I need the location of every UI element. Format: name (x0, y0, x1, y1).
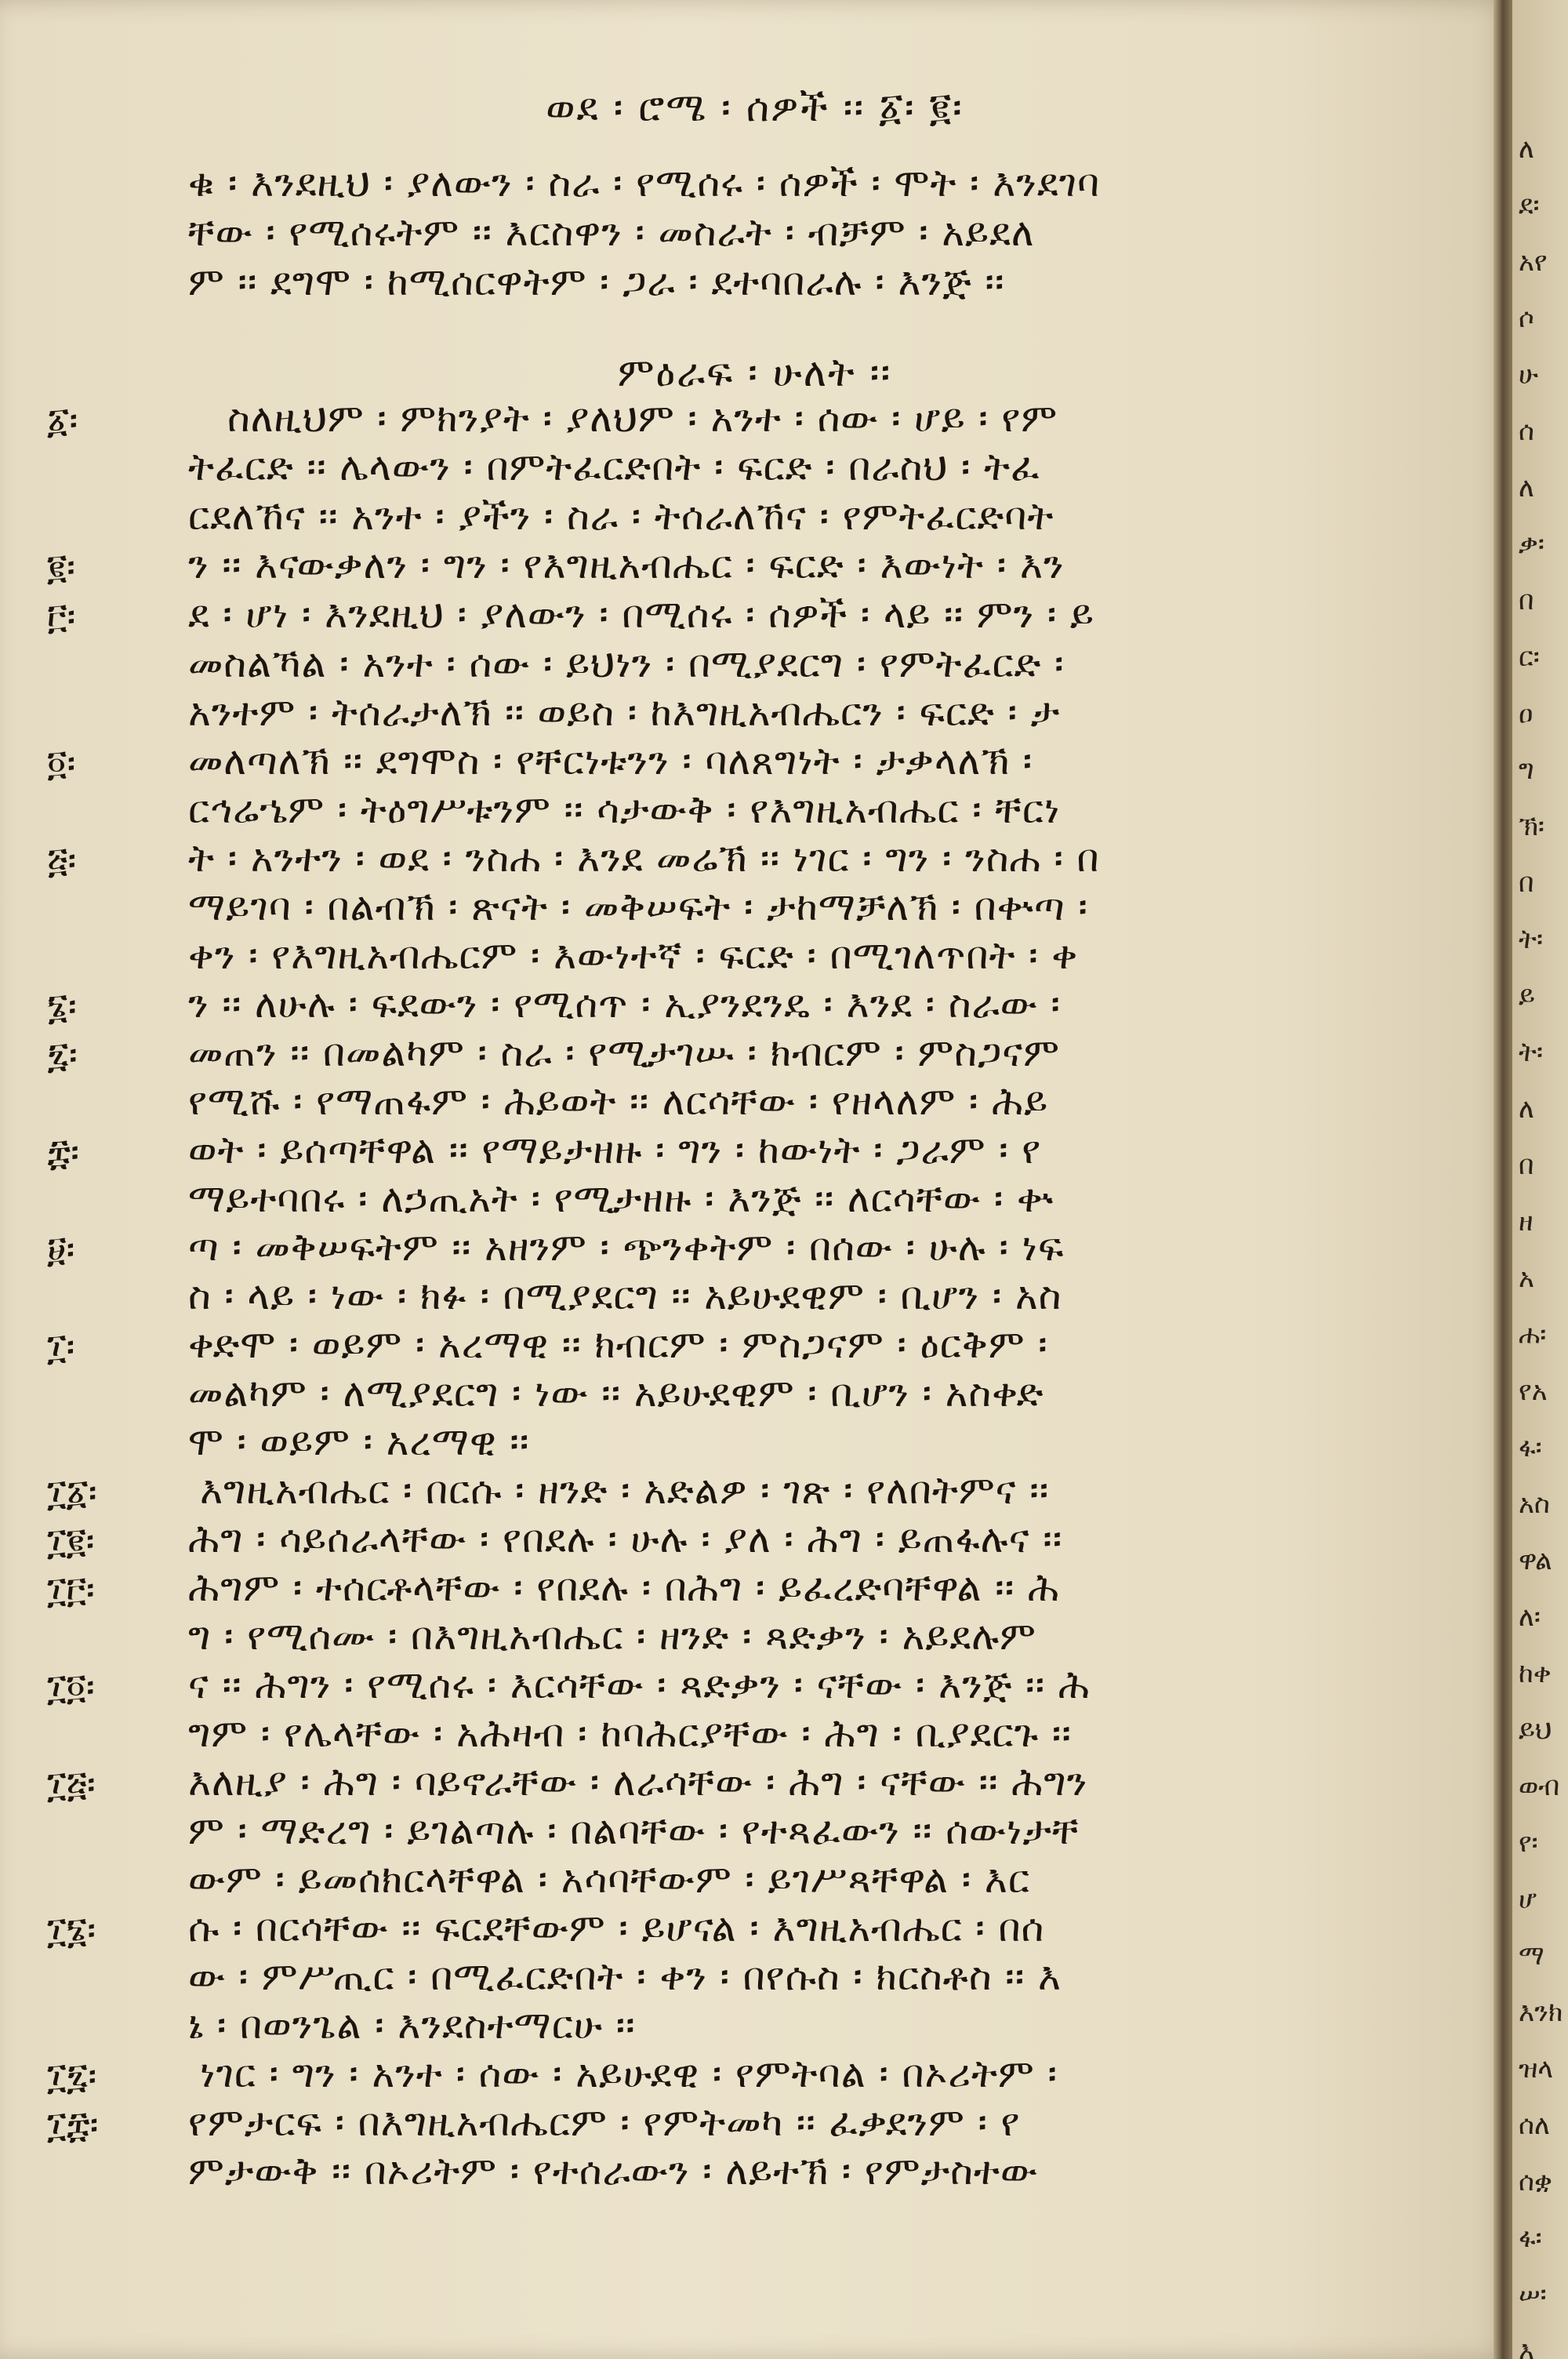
verse-number: ፲፯፡ (47, 2055, 97, 2097)
text-line: ት ፡ አንተን ፡ ወደ ፡ ንስሐ ፡ እንደ መሬኽ ፡፡ ነገር ፡ ግን ፡ ንስሐ ፡ በ (188, 836, 1100, 881)
text-line: መለጣለኽ ፡፡ ደግሞስ ፡ የቸርነቱንን ፡ ባለጸግነት ፡ ታቃላለኽ ፡ (188, 739, 1033, 783)
facing-page-fragment: ር፡ (1519, 642, 1540, 673)
verse-number: ፲፮፡ (47, 1909, 96, 1951)
verse-number: ፲፬፡ (47, 1666, 95, 1708)
text-line: ው ፡ ምሥጢር ፡ በሚፈርድበት ፡ ቀን ፡ በየሱስ ፡ ክርስቶስ ፡፡ እ (188, 1954, 1062, 1999)
verse-number: ፲፭፡ (47, 1763, 96, 1805)
facing-page-fragment: ወብ (1519, 1771, 1560, 1802)
text-line: ን ፡፡ እናውቃለን ፡ ግን ፡ የእግዚአብሔር ፡ ፍርድ ፡ እውነት ፡ እን (188, 543, 1065, 587)
facing-page-fragment: ሶ (1519, 303, 1534, 334)
facing-page-fragment: ት፡ (1519, 1037, 1543, 1068)
text-line: ትፈርድ ፡፡ ሌላውን ፡ በምትፈርድበት ፡ ፍርድ ፡ በራስህ ፡ ትፈ (188, 445, 1040, 489)
text-line: ና ፡፡ ሕግን ፡ የሚሰሩ ፡ እርሳቸው ፡ ጻድቃን ፡ ናቸው ፡ እንጅ ፡፡ ሕ (188, 1663, 1091, 1707)
facing-page-fragment: የአ (1519, 1376, 1548, 1407)
facing-page-fragment: እ (1519, 2335, 1535, 2359)
facing-page-fragment: ለ (1519, 1093, 1534, 1125)
facing-page-fragment: ሰቋ (1519, 2166, 1552, 2197)
verse-number: ፲፩፡ (47, 1471, 97, 1514)
facing-page-fragment: ሐ፡ (1519, 1319, 1547, 1350)
facing-page-fragment: ሁ (1519, 359, 1539, 391)
text-line: ርደለኸና ፡፡ አንተ ፡ ያችን ፡ ስራ ፡ ትሰራለኸና ፡ የምትፈርድባት (188, 494, 1054, 539)
facing-page-fragment: የ፡ (1519, 1827, 1538, 1859)
verse-number: ፲፰፡ (47, 2103, 99, 2146)
text-line: ማይገባ ፡ በልብኽ ፡ ጽናት ፡ መቅሠፍት ፡ ታከማቻለኽ ፡ በቍጣ ፡ (188, 885, 1088, 929)
text-line: ደ ፡ ሆነ ፡ እንደዚህ ፡ ያለውን ፡ በሚሰሩ ፡ ሰዎች ፡ ላይ ፡፡ ምን ፡ ይ (188, 592, 1095, 637)
facing-page-fragment: ይህ (1519, 1714, 1552, 1746)
facing-page-fragment: ሠ፡ (1519, 2279, 1547, 2310)
facing-page-fragment: ዝላ (1519, 2053, 1554, 2085)
facing-page-fragment: በ (1519, 867, 1534, 899)
facing-page-fragment: ዋል (1519, 1545, 1552, 1576)
text-line: መልካም ፡ ለሚያደርግ ፡ ነው ፡፡ አይሁደዊም ፡ ቢሆን ፡ አስቀድ (188, 1371, 1044, 1416)
facing-page-fragment: ማ (1519, 1940, 1544, 1972)
facing-page-fragment: ኽ፡ (1519, 811, 1544, 842)
facing-page-fragment: እንክ (1519, 1997, 1563, 2028)
text-line: የሚሹ ፡ የማጠፋም ፡ ሕይወት ፡፡ ለርሳቸው ፡ የዘላለም ፡ ሕይ (188, 1079, 1049, 1124)
verse-number: ፱፡ (47, 1228, 75, 1270)
text-line: ም ፡፡ ደግሞ ፡ ከሚሰርዋትም ፡ ጋራ ፡ ደተባበራሉ ፡ እንጅ ፡፡ (188, 260, 1005, 304)
text-line: ሕግ ፡ ሳይሰራላቸው ፡ የበደሉ ፡ ሁሉ ፡ ያለ ፡ ሕግ ፡ ይጠፋሉና ፡፡ (188, 1517, 1063, 1561)
text-line: ስ ፡ ላይ ፡ ነው ፡ ክፉ ፡ በሚያደርግ ፡፡ አይሁደዊም ፡ ቢሆን ፡ አስ (188, 1274, 1062, 1318)
text-line: ወት ፡ ይሰጣቸዋል ፡፡ የማይታዘዙ ፡ ግን ፡ ከውነት ፡ ጋራም ፡ የ (188, 1128, 1042, 1172)
text-line: ውም ፡ ይመሰክርላቸዋል ፡ አሳባቸውም ፡ ይገሥጻቸዋል ፡ እር (188, 1857, 1030, 1902)
facing-page-fragment: በ (1519, 1150, 1534, 1181)
verse-number: ፭፡ (47, 839, 77, 881)
text-line: እለዚያ ፡ ሕግ ፡ ባይኖራቸው ፡ ለራሳቸው ፡ ሕግ ፡ ናቸው ፡፡ ሕግን (188, 1760, 1088, 1805)
text-line: አንተም ፡ ትሰራታለኽ ፡፡ ወይስ ፡ ከእግዚአብሔርን ፡ ፍርድ ፡ ታ (188, 690, 1061, 735)
book-gutter (1494, 0, 1512, 2359)
facing-page-fragment: ለ (1519, 133, 1534, 165)
text-line: ነገር ፡ ግን ፡ አንተ ፡ ሰው ፡ አይሁደዊ ፡ የምትባል ፡ በኦሪትም ፡ (200, 2052, 1058, 2096)
facing-page-fragment: አ (1519, 1263, 1534, 1294)
facing-page-fragment: ግ (1519, 754, 1534, 786)
text-line: ርኅሬኄም ፡ ትዕግሥቱንም ፡፡ ሳታውቅ ፡ የእግዚአብሔር ፡ ቸርነ (188, 787, 1061, 832)
text-line: ግም ፡ የሌላቸው ፡ አሕዛብ ፡ ከባሕርያቸው ፡ ሕግ ፡ ቢያደርጉ ፡፡ (188, 1711, 1072, 1756)
text-line: ሕግም ፡ ተሰርቶላቸው ፡ የበደሉ ፡ በሕግ ፡ ይፈረድባቸዋል ፡፡ ሕ (188, 1565, 1060, 1610)
verse-number: ፩፡ (47, 399, 78, 442)
facing-page-fragment: ት፡ (1519, 924, 1543, 955)
text-line: መጠን ፡፡ በመልካም ፡ ስራ ፡ የሚታገሡ ፡ ክብርም ፡ ምስጋናም (188, 1030, 1061, 1075)
facing-page-fragment: ይ (1519, 980, 1535, 1012)
facing-page-fragment: በ (1519, 585, 1534, 616)
verse-number: ፬፡ (47, 742, 76, 784)
text-line: ጣ ፡ መቅሠፍትም ፡፡ አዘንም ፡ ጭንቀትም ፡ በሰው ፡ ሁሉ ፡ ነፍ (188, 1225, 1065, 1270)
verse-number: ፲፡ (47, 1325, 75, 1368)
facing-page-fragment: ፋ፡ (1519, 1432, 1542, 1463)
text-line: ቀን ፡ የእግዚአብሔርም ፡ እውነተኛ ፡ ፍርድ ፡ በሚገለጥበት ፡ ቀ (188, 933, 1079, 978)
facing-page-fragment: ለ፡ (1519, 1601, 1541, 1633)
text-line: ግ ፡ የሚሰሙ ፡ በእግዚአብሔር ፡ ዘንድ ፡ ጻድቃን ፡ አይደሉም (188, 1614, 1036, 1659)
facing-page-fragment: ዐ (1519, 698, 1534, 729)
verse-number: ፮፡ (47, 985, 77, 1027)
text-line: ቸው ፡ የሚሰሩትም ፡፡ እርስዋን ፡ መስራት ፡ ብቻም ፡ አይደለ (188, 210, 1035, 255)
verse-number: ፲፪፡ (47, 1520, 95, 1562)
text-line: ሞ ፡ ወይም ፡ አረማዊ ፡፡ (188, 1419, 530, 1464)
text-line: ን ፡፡ ለሁሉ ፡ ፍደውን ፡ የሚሰጥ ፡ ኢያንደንዴ ፡ እንደ ፡ ስራው ፡ (188, 982, 1061, 1027)
facing-page-fragment: ዘ (1519, 1206, 1534, 1238)
text-line: እግዚአብሔር ፡ በርሱ ፡ ዘንድ ፡ አድልዎ ፡ ገጽ ፡ የለበትምና ፡፡ (200, 1468, 1050, 1513)
text-line: ምታውቅ ፡፡ በኦሪትም ፡ የተሰራውን ፡ ለይተኽ ፡ የምታስተው (188, 2149, 1039, 2194)
verse-number: ፯፡ (47, 1034, 78, 1076)
text-line: ስለዚህም ፡ ምክንያት ፡ ያለህም ፡ አንተ ፡ ሰው ፡ ሆይ ፡ የም (227, 396, 1058, 441)
facing-page-fragment: ፋ፡ (1519, 2223, 1542, 2254)
text-line: ኔ ፡ በወንጌል ፡ እንደስተማርሁ ፡፡ (188, 2003, 636, 2048)
facing-page-fragment: ደ፡ (1519, 190, 1540, 221)
verse-number: ፪፡ (47, 546, 76, 588)
text-line: መስልኻል ፡ አንተ ፡ ሰው ፡ ይህነን ፡ በሚያደርግ ፡ የምትፈርድ ፡ (188, 642, 1065, 686)
text-line: የምታርፍ ፡ በእግዚአብሔርም ፡ የምትመካ ፡፡ ፈቃደንም ፡ የ (188, 2100, 1021, 2145)
facing-page-fragment: አስ (1519, 1488, 1550, 1520)
facing-page-fragment: ቃ፡ (1519, 529, 1544, 560)
facing-page-edge (1512, 0, 1568, 2359)
section-title: ምዕራፍ ፡ ሁለት ፡፡ (617, 350, 892, 395)
text-line: ማይተባበሩ ፡ ለኃጢአት ፡ የሚታዘዙ ፡ እንጅ ፡፡ ለርሳቸው ፡ ቍ (188, 1176, 1054, 1221)
facing-page-fragment: ከቀ (1519, 1658, 1552, 1689)
running-header: ወደ ፡ ሮሜ ፡ ሰዎች ፡፡ ፩፡ ፪፡ (546, 85, 964, 130)
facing-page-fragment: ለ (1519, 472, 1534, 503)
text-line: ሱ ፡ በርሳቸው ፡፡ ፍርደቸውም ፡ ይሆናል ፡ እግዚአብሔር ፡ በሰ (188, 1906, 1045, 1950)
text-line: ቀድሞ ፡ ወይም ፡ አረማዊ ፡፡ ክብርም ፡ ምስጋናም ፡ ዕርቅም ፡ (188, 1322, 1048, 1367)
text-line: ም ፡ ማድረግ ፡ ይገልጣሉ ፡ በልባቸው ፡ የተጻፈውን ፡፡ ሰውነታቸ (188, 1808, 1080, 1853)
facing-page-fragment: አየ (1519, 246, 1548, 278)
verse-number: ፰፡ (47, 1131, 79, 1173)
facing-page-fragment: ሆ (1519, 1884, 1537, 1915)
text-line: ቁ ፡ እንደዚህ ፡ ያለውን ፡ ስራ ፡ የሚሰሩ ፡ ሰዎች ፡ ሞት ፡ እንደገባ (188, 161, 1101, 205)
verse-number: ፲፫፡ (47, 1568, 95, 1611)
facing-page-fragment: ሰ (1519, 416, 1534, 447)
verse-number: ፫፡ (47, 595, 76, 638)
facing-page-fragment: ሰለ (1519, 2110, 1550, 2141)
